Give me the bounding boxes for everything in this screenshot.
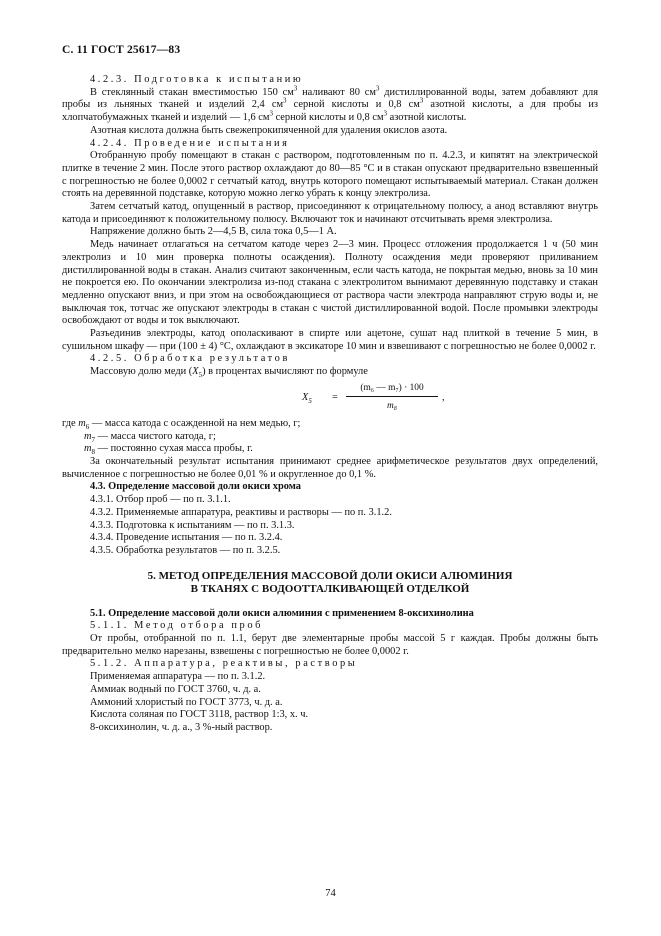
paragraph-voltage: Напряжение должно быть 2—4,5 В, сила тока 0,5—1 А.	[90, 226, 337, 238]
formula-equals: =	[332, 391, 338, 403]
paragraph-4-2-3: В стеклянный стакан вместимостью 150 $см^3$ наливают 80 $см^3$ дистиллированной воды, затем добавляют для пробы из льняных тканей и изделий 2,4 $см^3$ серной кислоты и 0,8 $см^3$ азотной кислоты, а для пробы из хлопчатобумажных тканей и изделий — 1,6 $см^3$ серной кислоты и 0,8 $см^3$ азотной кислоты.	[62, 84, 599, 124]
list-item-4-3-3: 4.3.3. Подготовка к испытаниям — по п. 3.1.3.	[90, 519, 295, 531]
list-item-hydrochloric-acid: Кислота соляная по ГОСТ 3118, раствор 1:3, х. ч.	[90, 709, 309, 721]
list-item-ammonia: Аммиак водный по ГОСТ 3760, ч. д. а.	[90, 683, 261, 695]
paragraph-procedure-4: Разъединив электроды, катод ополаскивают в спирте или ацетоне, сушат над плиткой в течение 5 мин, в сушильном шкафу — при (100 ± 4) °С, охлаждают в эксикаторе 10 мин и взвешивают с погрешностью не более 0,0002 г.	[62, 328, 598, 352]
page-number: 74	[325, 888, 336, 899]
section-5-title: 5. МЕТОД ОПРЕДЕЛЕНИЯ МАССОВОЙ ДОЛИ ОКИСИ АЛЮМИНИЯ В ТКАНЯХ С ВОДООТТАЛКИВАЮЩЕЙ ОТДЕЛКОЙ	[147, 569, 513, 595]
list-item-4-3-2: 4.3.2. Применяемые аппаратура, реактивы и растворы — по п. 3.1.2.	[90, 506, 392, 518]
page-header: С. 11 ГОСТ 25617—83	[62, 44, 181, 56]
formula-numerator: (m₆ — m₇) · 100	[360, 382, 424, 393]
list-item-oxyquinoline: 8-оксихинолин, ч. д. а., 3 %-ный раствор.	[90, 721, 273, 733]
heading-4-3: 4.3. Определение массовой доли окиси хрома	[90, 481, 301, 493]
heading-4-2-5: 4.2.5. Обработка результатов	[90, 353, 290, 365]
formula-fraction-bar	[346, 396, 438, 397]
formula-lhs: $X_5$	[302, 391, 312, 405]
list-item-apparatus: Применяемая аппаратура — по п. 3.1.2.	[90, 671, 266, 683]
heading-4-2-3: 4.2.3. Подготовка к испытанию	[90, 74, 304, 85]
paragraph-final-result: За окончательный результат испытания принимают среднее арифметическое результатов двух определений, вычисленное с погрешностью не более 0,01 % и округленное до 0,1 %.	[62, 455, 598, 480]
list-item-4-3-5: 4.3.5. Обработка результатов — по п. 3.2.5.	[90, 544, 281, 556]
paragraph-procedure-1: Отобранную пробу помещают в стакан с раствором, подготовленным по п. 4.2.3, и кипятят на электрической плитке в течение 2 мин. После этого раствор охлаждают до 80—85 °С и в стакан опускают предварительно взвешенный с погрешностью не более 0,0002 г сетчатый катод, внутрь которого помещают испытываемый материал. Стакан должен стоять на деревянной подставке, которую можно легко убрать к концу электролиза.	[62, 150, 598, 200]
heading-5-1-2: 5.1.2. Аппаратура, реактивы, растворы	[90, 658, 358, 670]
paragraph-formula-intro: Массовую долю меди $(X_5)$ в процентах вычисляют по формуле	[90, 366, 368, 380]
heading-5-1-1: 5.1.1. Метод отбора проб	[90, 620, 263, 632]
paragraph-procedure-3: Медь начинает отлагаться на сетчатом катоде через 2—3 мин. Процесс отложения продолжается 1 ч (50 мин электролиз и 10 мин проверка полноты осаждения). Полноту осаждения меди проверяют приливанием дистиллированной воды в стакан. Анализ считают законченным, если часть катода, не покрытая медью, вновь за 10 мин не покроется ею. По окончании электролиза из-под стакана с электролитом вынимают деревянную подставку и стакан медленно опускают вниз, и при этом на освобождающиеся от раствора части электрода направляют струю воды и, не выключая ток, тотчас же опускают электроды в стакан с чистой дистиллированной водой. После промывки электроды освобождают от воды и ток выключают.	[62, 239, 598, 327]
formula-denominator: m₈	[386, 400, 398, 411]
page-body	[62, 74, 598, 735]
formula-legend	[62, 418, 598, 456]
paragraph-nitric-acid: Азотная кислота должна быть свежепрокипяченной для удаления окислов азота.	[90, 124, 448, 136]
formula-comma: ,	[442, 391, 445, 403]
list-item-ammonium-chloride: Аммоний хлористый по ГОСТ 3773, ч. д. а.	[90, 696, 283, 708]
legend-m6: где $m_6$ — масса катода с осажденной на нем медью, г;	[62, 417, 301, 431]
formula-copper	[62, 382, 598, 416]
list-item-4-3-1: 4.3.1. Отбор проб — по п. 3.1.1.	[90, 494, 231, 506]
legend-m8: $m_8$ — постоянно сухая масса пробы, г.	[84, 443, 253, 457]
paragraph-procedure-2: Затем сетчатый катод, опущенный в раствор, присоединяют к отрицательному полюсу, а анод вставляют внутрь катода и присоединяют к положительному полюсу. Включают ток и начинают отсчитывать время электролиза.	[62, 201, 598, 225]
list-item-4-3-4: 4.3.4. Проведение испытания — по п. 3.2.4.	[90, 532, 283, 544]
heading-4-2-4: 4.2.4. Проведение испытания	[90, 137, 290, 149]
heading-5-1: 5.1. Определение массовой доли окиси алюминия с применением 8-оксихинолина	[90, 607, 474, 619]
legend-m7: $m_7$ — масса чистого катода, г;	[84, 430, 216, 444]
paragraph-5-1-1: От пробы, отобранной по п. 1.1, берут две элементарные пробы массой 5 г каждая. Пробы должны быть предварительно мелко нарезаны, взвешены с погрешностью не более 0,0002 г.	[62, 633, 598, 657]
